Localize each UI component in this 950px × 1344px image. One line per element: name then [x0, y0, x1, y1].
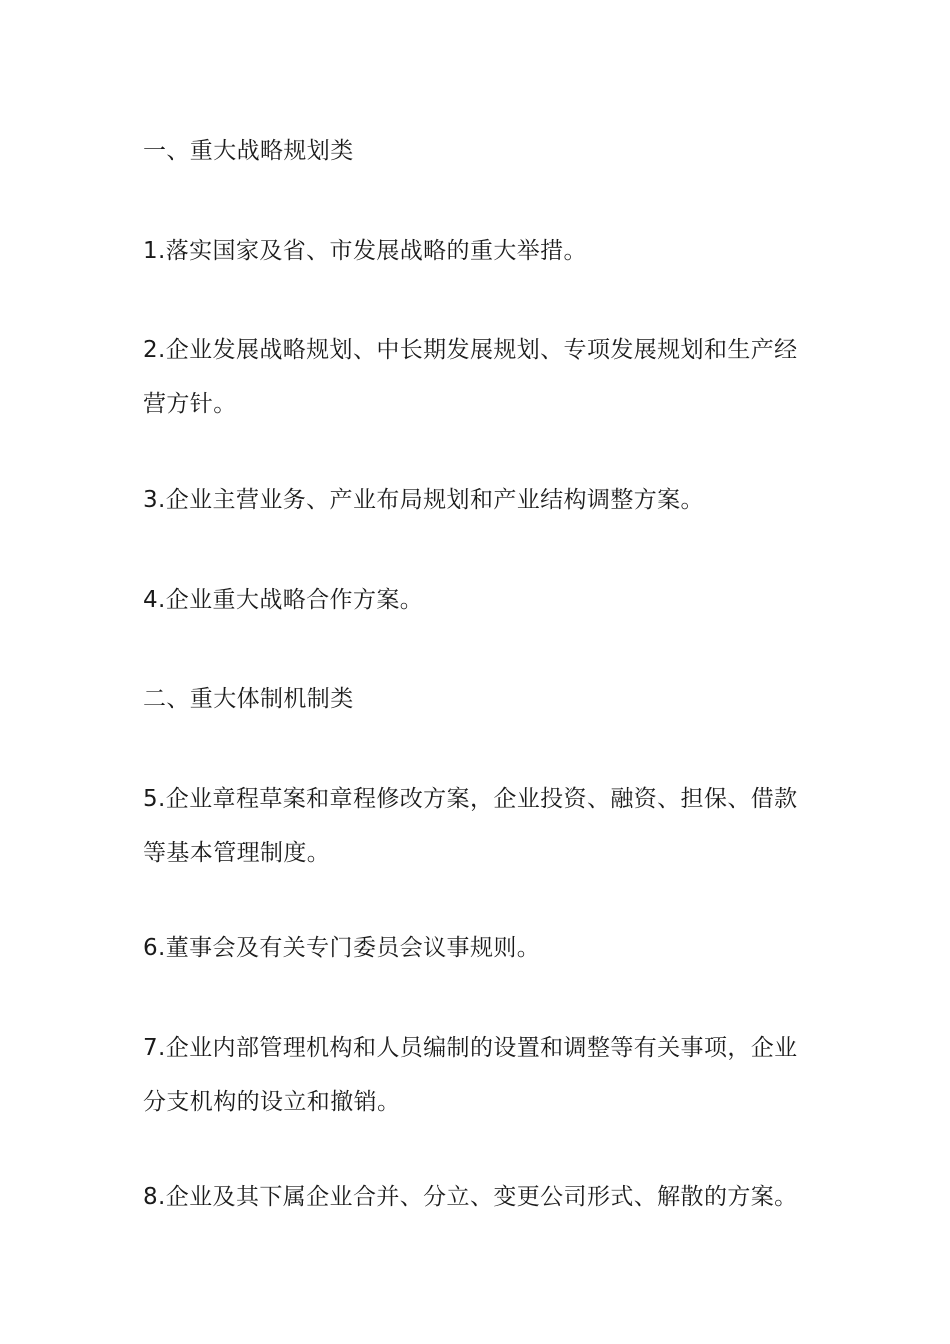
list-item-8: 8.企业及其下属企业合并、分立、变更公司形式、解散的方案。 — [143, 1184, 798, 1210]
list-item-2: 2.企业发展战略规划、中长期发展规划、专项发展规划和生产经营方针。 — [143, 337, 798, 417]
list-item-6: 6.董事会及有关专门委员会议事规则。 — [143, 935, 541, 961]
list-item-5: 5.企业章程草案和章程修改方案，企业投资、融资、担保、借款等基本管理制度。 — [143, 786, 798, 866]
list-item-3: 3.企业主营业务、产业布局规划和产业结构调整方案。 — [143, 487, 704, 513]
list-item-1: 1.落实国家及省、市发展战略的重大举措。 — [143, 238, 587, 264]
list-item-7: 7.企业内部管理机构和人员编制的设置和调整等有关事项，企业分支机构的设立和撤销。 — [143, 1035, 798, 1115]
list-item-4: 4.企业重大战略合作方案。 — [143, 587, 424, 613]
section-heading-strategy: 一、重大战略规划类 — [143, 138, 354, 164]
section-heading-institution: 二、重大体制机制类 — [143, 686, 354, 712]
